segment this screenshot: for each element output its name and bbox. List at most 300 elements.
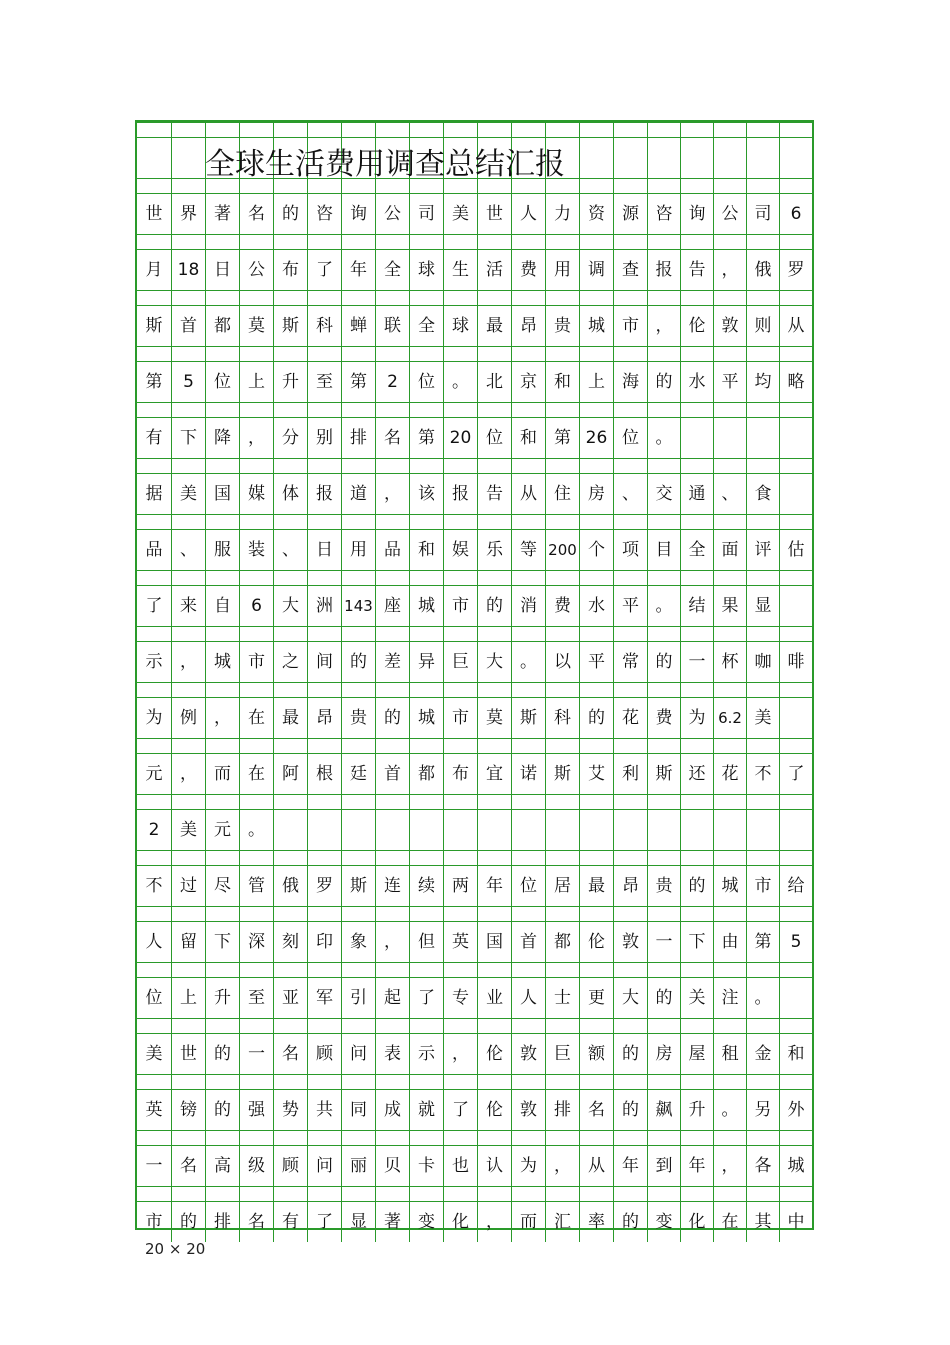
grid-cell: [779, 585, 812, 626]
spacer-cell: [579, 346, 613, 361]
spacer-cell: [205, 850, 239, 865]
grid-cell: 关: [680, 977, 713, 1018]
grid-cell: 科: [307, 305, 341, 346]
grid-cell: 的: [613, 1089, 647, 1130]
grid-text-row: [137, 1089, 812, 1130]
grid-cell: [647, 809, 680, 850]
grid-cell: 从: [779, 305, 812, 346]
spacer-cell: [579, 122, 613, 137]
spacer-cell: [680, 1074, 713, 1089]
grid-cell: 了: [779, 753, 812, 794]
spacer-cell: [273, 290, 307, 305]
spacer-cell: [511, 962, 545, 977]
grid-cell: 分: [273, 417, 307, 458]
grid-cell: 深: [239, 921, 273, 962]
grid-cell: [579, 137, 613, 178]
spacer-cell: [545, 794, 579, 809]
spacer-cell: [511, 1074, 545, 1089]
spacer-cell: [137, 1186, 171, 1201]
spacer-cell: [779, 570, 812, 585]
grid-cell: 房: [579, 473, 613, 514]
spacer-cell: [477, 234, 511, 249]
spacer-cell: [137, 234, 171, 249]
spacer-cell: [171, 682, 205, 697]
grid-cell: 化: [680, 1201, 713, 1242]
grid-spacer-row: [137, 850, 812, 865]
grid-text-row: [137, 417, 812, 458]
spacer-cell: [137, 402, 171, 417]
grid-cell: 最: [579, 865, 613, 906]
spacer-cell: [409, 402, 443, 417]
grid-text-row: [137, 865, 812, 906]
grid-cell: 认: [477, 1145, 511, 1186]
grid-text-row: [137, 473, 812, 514]
grid-cell: 了: [409, 977, 443, 1018]
spacer-cell: [511, 850, 545, 865]
spacer-cell: [647, 346, 680, 361]
grid-spacer-row: [137, 514, 812, 529]
spacer-cell: [239, 458, 273, 473]
spacer-cell: [171, 234, 205, 249]
grid-cell: 亚: [273, 977, 307, 1018]
grid-cell: 顾: [273, 1145, 307, 1186]
spacer-cell: [375, 178, 409, 193]
spacer-cell: [613, 682, 647, 697]
grid-cell: 别: [307, 417, 341, 458]
spacer-cell: [545, 850, 579, 865]
spacer-cell: [443, 234, 477, 249]
spacer-cell: [171, 850, 205, 865]
grid-cell: 间: [307, 641, 341, 682]
spacer-cell: [713, 514, 746, 529]
grid-cell: 斯: [273, 305, 307, 346]
spacer-cell: [409, 962, 443, 977]
spacer-cell: [239, 290, 273, 305]
grid-cell: 国: [477, 921, 511, 962]
grid-text-row: [137, 305, 812, 346]
grid-cell: 伦: [579, 921, 613, 962]
grid-cell: 续: [409, 865, 443, 906]
grid-cell: 卡: [409, 1145, 443, 1186]
spacer-cell: [511, 1018, 545, 1033]
spacer-cell: [680, 514, 713, 529]
spacer-cell: [746, 178, 779, 193]
spacer-cell: [171, 962, 205, 977]
spacer-cell: [137, 458, 171, 473]
grid-cell: 昂: [307, 697, 341, 738]
grid-cell: 该: [409, 473, 443, 514]
grid-spacer-row: [137, 962, 812, 977]
spacer-cell: [477, 570, 511, 585]
grid-spacer-row: [137, 346, 812, 361]
grid-cell: 起: [375, 977, 409, 1018]
spacer-cell: [613, 738, 647, 753]
grid-cell: [375, 809, 409, 850]
grid-cell: 显: [341, 1201, 375, 1242]
spacer-cell: [171, 402, 205, 417]
grid-text-row: [137, 585, 812, 626]
spacer-cell: [779, 234, 812, 249]
spacer-cell: [746, 906, 779, 921]
grid-cell: 了: [307, 1201, 341, 1242]
grid-cell: 而: [205, 753, 239, 794]
spacer-cell: [647, 178, 680, 193]
spacer-cell: [205, 962, 239, 977]
grid-cell: 消: [511, 585, 545, 626]
grid-cell: ，: [375, 473, 409, 514]
grid-cell: 名: [273, 1033, 307, 1074]
grid-cell: 名: [239, 193, 273, 234]
spacer-cell: [680, 290, 713, 305]
spacer-cell: [375, 234, 409, 249]
spacer-cell: [205, 1018, 239, 1033]
spacer-cell: [713, 178, 746, 193]
grid-cell: 城: [779, 1145, 812, 1186]
spacer-cell: [409, 626, 443, 641]
spacer-cell: [779, 962, 812, 977]
spacer-cell: [443, 402, 477, 417]
grid-cell: 率: [579, 1201, 613, 1242]
spacer-cell: [779, 1130, 812, 1145]
grid-text-row: [137, 361, 812, 402]
spacer-cell: [443, 458, 477, 473]
grid-cell: 伦: [477, 1089, 511, 1130]
manuscript-grid: [135, 120, 814, 1230]
spacer-cell: [443, 1018, 477, 1033]
spacer-cell: [779, 682, 812, 697]
spacer-cell: [443, 1130, 477, 1145]
grid-cell: 、: [613, 473, 647, 514]
spacer-cell: [545, 962, 579, 977]
grid-cell: [273, 809, 307, 850]
grid-cell: 业: [477, 977, 511, 1018]
grid-cell: 不: [137, 865, 171, 906]
grid-cell: 果: [713, 585, 746, 626]
grid-cell: 廷: [341, 753, 375, 794]
spacer-cell: [579, 738, 613, 753]
grid-cell: 元: [205, 809, 239, 850]
grid-cell: 公: [713, 193, 746, 234]
spacer-cell: [307, 794, 341, 809]
grid-cell: 都: [205, 305, 239, 346]
spacer-cell: [239, 346, 273, 361]
grid-cell: 市: [443, 697, 477, 738]
grid-cell: 刻: [273, 921, 307, 962]
spacer-cell: [579, 178, 613, 193]
spacer-cell: [341, 1186, 375, 1201]
grid-cell: 镑: [171, 1089, 205, 1130]
grid-cell: 上: [239, 361, 273, 402]
grid-cell: 成: [375, 1089, 409, 1130]
grid-cell: 人: [511, 977, 545, 1018]
spacer-cell: [273, 906, 307, 921]
grid-cell: 平: [713, 361, 746, 402]
grid-cell: 面: [713, 529, 746, 570]
spacer-cell: [713, 738, 746, 753]
spacer-cell: [680, 626, 713, 641]
spacer-cell: [239, 1074, 273, 1089]
spacer-cell: [171, 906, 205, 921]
spacer-cell: [341, 402, 375, 417]
spacer-cell: [443, 346, 477, 361]
grid-cell: 租: [713, 1033, 746, 1074]
spacer-cell: [680, 906, 713, 921]
spacer-cell: [273, 1130, 307, 1145]
spacer-cell: [613, 1186, 647, 1201]
grid-cell: 外: [779, 1089, 812, 1130]
grid-spacer-row: [137, 626, 812, 641]
spacer-cell: [713, 850, 746, 865]
grid-cell: 界: [171, 193, 205, 234]
grid-cell: 第: [409, 417, 443, 458]
grid-cell: 强: [239, 1089, 273, 1130]
spacer-cell: [680, 738, 713, 753]
grid-cell: 、: [273, 529, 307, 570]
grid-cell: 市: [443, 585, 477, 626]
grid-text-row: [137, 249, 812, 290]
spacer-cell: [477, 178, 511, 193]
spacer-cell: [579, 850, 613, 865]
grid-cell: 化: [443, 1201, 477, 1242]
grid-cell: 则: [746, 305, 779, 346]
grid-cell: 首: [375, 753, 409, 794]
spacer-cell: [409, 458, 443, 473]
spacer-cell: [443, 514, 477, 529]
grid-cell: 还: [680, 753, 713, 794]
spacer-cell: [205, 906, 239, 921]
spacer-cell: [171, 1018, 205, 1033]
grid-cell: 等: [511, 529, 545, 570]
spacer-cell: [511, 570, 545, 585]
spacer-cell: [341, 738, 375, 753]
grid-cell: [680, 809, 713, 850]
grid-cell: 共: [307, 1089, 341, 1130]
spacer-cell: [307, 906, 341, 921]
grid-cell: ，: [545, 1145, 579, 1186]
spacer-cell: [545, 514, 579, 529]
grid-cell: 也: [443, 1145, 477, 1186]
spacer-cell: [341, 234, 375, 249]
grid-cell: 斯: [647, 753, 680, 794]
spacer-cell: [409, 570, 443, 585]
spacer-cell: [409, 682, 443, 697]
grid-cell: 位: [205, 361, 239, 402]
page-title: 全球生活费用调查总结汇报: [205, 147, 565, 182]
grid-cell: ，: [713, 249, 746, 290]
spacer-cell: [137, 514, 171, 529]
spacer-cell: [545, 626, 579, 641]
spacer-cell: [341, 1018, 375, 1033]
spacer-cell: [307, 402, 341, 417]
grid-cell: 排: [205, 1201, 239, 1242]
grid-cell: 食: [746, 473, 779, 514]
spacer-cell: [443, 962, 477, 977]
spacer-cell: [613, 290, 647, 305]
grid-cell: 生: [443, 249, 477, 290]
grid-cell: [680, 137, 713, 178]
grid-cell: 昂: [613, 865, 647, 906]
grid-cell: 美: [137, 1033, 171, 1074]
grid-cell: 美: [443, 193, 477, 234]
grid-cell: 问: [341, 1033, 375, 1074]
spacer-cell: [511, 402, 545, 417]
spacer-cell: [680, 178, 713, 193]
grid-cell: 至: [307, 361, 341, 402]
spacer-cell: [579, 402, 613, 417]
spacer-cell: [680, 346, 713, 361]
spacer-cell: [477, 738, 511, 753]
grid-text-row: [137, 641, 812, 682]
grid-cell: 的: [680, 865, 713, 906]
spacer-cell: [647, 234, 680, 249]
grid-cell: 通: [680, 473, 713, 514]
spacer-cell: [239, 682, 273, 697]
spacer-cell: [307, 738, 341, 753]
spacer-cell: [205, 514, 239, 529]
grid-cell: 专: [443, 977, 477, 1018]
spacer-cell: [477, 682, 511, 697]
grid-cell: 目: [647, 529, 680, 570]
grid-cell: [746, 417, 779, 458]
spacer-cell: [443, 682, 477, 697]
grid-cell: 艾: [579, 753, 613, 794]
spacer-cell: [647, 1186, 680, 1201]
spacer-cell: [307, 570, 341, 585]
spacer-cell: [171, 290, 205, 305]
spacer-cell: [713, 626, 746, 641]
grid-cell: 最: [477, 305, 511, 346]
spacer-cell: [511, 514, 545, 529]
grid-cell: 表: [375, 1033, 409, 1074]
grid-cell: 一: [137, 1145, 171, 1186]
grid-cell: 两: [443, 865, 477, 906]
grid-cell: 首: [171, 305, 205, 346]
spacer-cell: [511, 794, 545, 809]
spacer-cell: [647, 122, 680, 137]
grid-cell: 斯: [545, 753, 579, 794]
spacer-cell: [511, 346, 545, 361]
spacer-cell: [205, 682, 239, 697]
grid-cell: [713, 809, 746, 850]
spacer-cell: [273, 346, 307, 361]
grid-cell: 询: [680, 193, 713, 234]
grid-cell: [779, 137, 812, 178]
grid-cell: 到: [647, 1145, 680, 1186]
grid-cell: 诺: [511, 753, 545, 794]
grid-cell: 住: [545, 473, 579, 514]
spacer-cell: [647, 1074, 680, 1089]
grid-cell: ，: [171, 753, 205, 794]
grid-size-label: 20 × 20: [145, 1240, 206, 1258]
grid-cell: [713, 417, 746, 458]
grid-cell: 美: [746, 697, 779, 738]
grid-cell: 名: [239, 1201, 273, 1242]
spacer-cell: [443, 1074, 477, 1089]
grid-cell: 名: [171, 1145, 205, 1186]
grid-cell: 调: [579, 249, 613, 290]
grid-cell: 的: [613, 1033, 647, 1074]
spacer-cell: [613, 458, 647, 473]
spacer-cell: [613, 906, 647, 921]
grid-cell: [137, 137, 171, 178]
grid-spacer-row: [137, 1186, 812, 1201]
grid-cell: [680, 417, 713, 458]
grid-cell: 下: [680, 921, 713, 962]
grid-cell: 的: [205, 1033, 239, 1074]
spacer-cell: [746, 962, 779, 977]
spacer-cell: [307, 626, 341, 641]
spacer-cell: [375, 1018, 409, 1033]
spacer-cell: [647, 290, 680, 305]
grid-cell: 位: [613, 417, 647, 458]
grid-cell: 咨: [647, 193, 680, 234]
grid-cell: 日: [205, 249, 239, 290]
grid-cell: 在: [713, 1201, 746, 1242]
grid-cell: [779, 473, 812, 514]
grid-cell: 有: [137, 417, 171, 458]
spacer-cell: [307, 682, 341, 697]
spacer-cell: [409, 1074, 443, 1089]
spacer-cell: [680, 850, 713, 865]
spacer-cell: [307, 514, 341, 529]
grid-cell: 市: [746, 865, 779, 906]
spacer-cell: [273, 962, 307, 977]
spacer-cell: [545, 290, 579, 305]
grid-cell: [307, 809, 341, 850]
grid-cell: 的: [579, 697, 613, 738]
spacer-cell: [713, 458, 746, 473]
spacer-cell: [273, 850, 307, 865]
grid-cell: 告: [477, 473, 511, 514]
grid-cell: 的: [647, 641, 680, 682]
grid-cell: [746, 137, 779, 178]
spacer-cell: [511, 178, 545, 193]
grid-cell: 城: [713, 865, 746, 906]
grid-cell: 罗: [779, 249, 812, 290]
spacer-cell: [713, 1074, 746, 1089]
spacer-cell: [579, 1018, 613, 1033]
spacer-cell: [613, 1018, 647, 1033]
spacer-cell: [443, 850, 477, 865]
spacer-cell: [409, 514, 443, 529]
grid-cell: 品: [375, 529, 409, 570]
grid-cell: 平: [613, 585, 647, 626]
spacer-cell: [647, 570, 680, 585]
spacer-cell: [713, 234, 746, 249]
spacer-cell: [511, 738, 545, 753]
grid-cell: 飙: [647, 1089, 680, 1130]
spacer-cell: [205, 122, 239, 137]
spacer-cell: [613, 1130, 647, 1145]
spacer-cell: [273, 794, 307, 809]
spacer-cell: [375, 458, 409, 473]
grid-cell: 均: [746, 361, 779, 402]
grid-cell: 的: [613, 1201, 647, 1242]
grid-cell: 5: [171, 361, 205, 402]
spacer-cell: [443, 626, 477, 641]
grid-cell: 交: [647, 473, 680, 514]
spacer-cell: [746, 1186, 779, 1201]
grid-cell: 道: [341, 473, 375, 514]
grid-cell: 布: [443, 753, 477, 794]
spacer-cell: [341, 178, 375, 193]
grid-cell: 之: [273, 641, 307, 682]
spacer-cell: [680, 1130, 713, 1145]
spacer-cell: [511, 626, 545, 641]
spacer-cell: [205, 402, 239, 417]
grid-text-row: [137, 697, 812, 738]
spacer-cell: [746, 850, 779, 865]
